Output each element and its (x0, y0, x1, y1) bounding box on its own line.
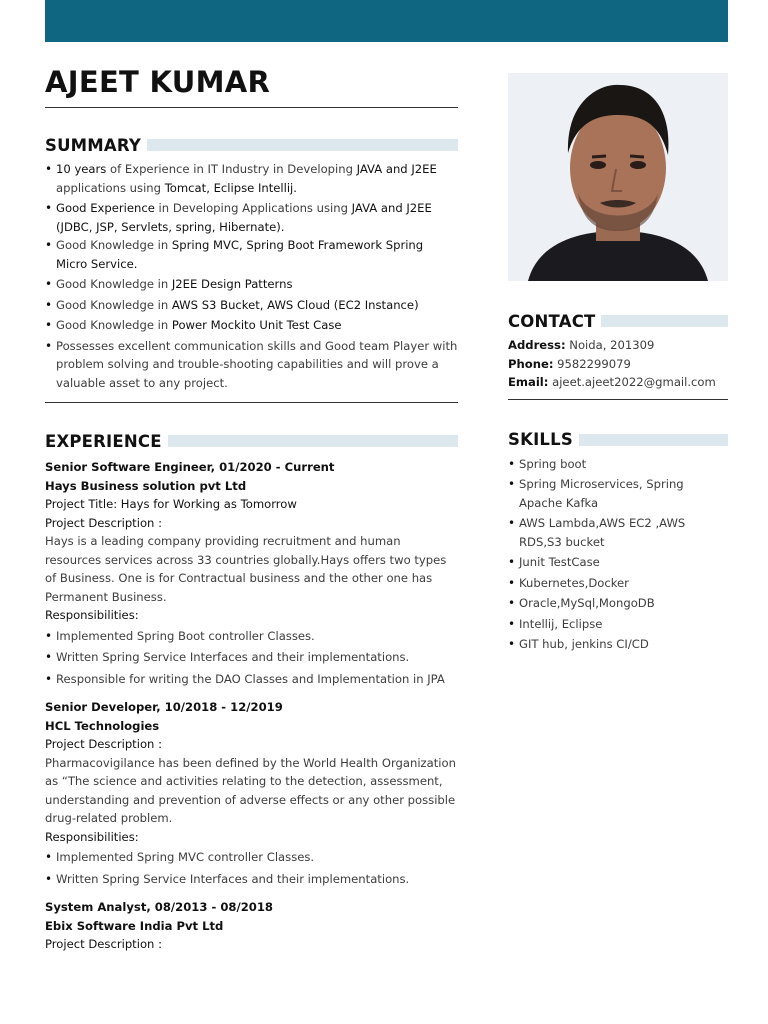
job-project-title: Project Title: Hays for Working as Tomorrow (45, 497, 297, 511)
skills-heading (508, 429, 728, 451)
contact-details (508, 336, 728, 392)
job-desc-label: Project Description : (45, 515, 162, 530)
job-dates: , 01/2020 - Current (210, 460, 335, 474)
summary-text: applications using (56, 180, 165, 195)
job-description: Pharmacovigilance has been defined by the World Health Organization as “The science and activities relating to the detection, assessment, understanding and prevention of adverse effects or any other possible drug-related problem. (45, 755, 456, 825)
divider (45, 402, 458, 403)
email-value: ajeet.ajeet2022@gmail.com (552, 375, 716, 389)
section-accent-bar (147, 139, 458, 151)
header-color-bar (45, 0, 728, 42)
address-label: Address: (508, 338, 566, 352)
skill-item: • GIT hub, jenkins CI/CD (508, 635, 728, 654)
job-role: System Analyst (45, 900, 147, 914)
summary-emphasis-text: J2EE Design Patterns (171, 277, 293, 291)
job-dates: , 10/2018 - 12/2019 (156, 700, 283, 714)
summary-item (45, 275, 458, 294)
phone-value: 9582299079 (557, 356, 631, 371)
person-photo-icon (508, 73, 728, 281)
responsibility-item: • Written Spring Service Interfaces and their implementations. (45, 648, 458, 667)
summary-emphasis-text: Power Mockito Unit Test Case (171, 318, 342, 332)
job-dates: , 08/2013 - 08/2018 (146, 900, 273, 914)
experience-title: EXPERIENCE (45, 431, 162, 451)
job-company: Ebix Software India Pvt Ltd (45, 918, 224, 933)
summary-text: Possesses excellent communication skills and Good team Player with problem solving and trouble-shooting capabilities and will prove a valuable asset to any project. (56, 338, 458, 390)
skill-item: • Oracle,MySql,MongoDB (508, 594, 728, 613)
job-responsibilities (45, 627, 458, 689)
summary-emphasis-text: Good Experience (56, 201, 155, 215)
phone-label: Phone: (508, 356, 554, 371)
job-company: HCL Technologies (45, 718, 160, 733)
skills-title: SKILLS (508, 430, 573, 449)
summary-item (45, 337, 458, 393)
summary-list (45, 160, 458, 392)
responsibility-item: • Implemented Spring MVC controller Classes. (45, 848, 458, 867)
summary-text: Good Knowledge in (56, 318, 172, 332)
responsibility-item: • Implemented Spring Boot controller Classes. (45, 627, 458, 646)
email-label: Email: (508, 375, 549, 389)
summary-item (45, 316, 458, 335)
job-resp-label: Responsibilities: (45, 829, 139, 844)
summary-item (45, 296, 458, 315)
skill-item: • Kubernetes,Docker (508, 574, 728, 593)
job-role: Senior Software Engineer (45, 460, 211, 474)
section-accent-bar (601, 315, 728, 327)
summary-heading (45, 134, 458, 156)
section-accent-bar (168, 435, 458, 447)
job-responsibilities (45, 848, 458, 888)
job-description: Hays is a leading company providing recruitment and human resources services across 33 countries globally.Hays offers two types of Business. One is for Contractual business and the other one has Permanent Business. (45, 534, 447, 604)
summary-title: SUMMARY (45, 135, 142, 155)
skills-list (508, 455, 728, 654)
summary-text: of Experience in IT Industry in Developing (106, 162, 357, 176)
summary-emphasis-text: 10 years (56, 162, 107, 176)
job-role: Senior Developer (45, 700, 157, 714)
responsibility-item: • Responsible for writing the DAO Classes and Implementation in JPA (45, 670, 458, 689)
job-desc-label: Project Description : (45, 737, 162, 751)
summary-emphasis-text: Spring MVC, Spring Boot Framework Spring Micro Service. (56, 238, 424, 271)
job-desc-label: Project Description : (45, 937, 162, 951)
summary-text: in Developing Applications using (154, 201, 352, 215)
summary-text: Good Knowledge in (56, 277, 172, 291)
skill-item: • Junit TestCase (508, 553, 728, 572)
skill-item: • AWS Lambda,AWS EC2 ,AWS RDS,S3 bucket (508, 514, 728, 551)
summary-emphasis-text: JAVA and J2EE (JDBC, JSP, Servlets, spring, Hibernate). (56, 201, 432, 234)
profile-photo (508, 73, 728, 281)
contact-heading (508, 310, 728, 332)
responsibility-item: • Written Spring Service Interfaces and their implementations. (45, 870, 458, 889)
job-entry (45, 698, 458, 888)
summary-emphasis-text: Tomcat, Eclipse Intellij. (164, 180, 297, 195)
divider (508, 399, 728, 400)
job-entry (45, 458, 458, 688)
job-company: Hays Business solution pvt Ltd (45, 478, 247, 493)
summary-text: Good Knowledge in (56, 297, 172, 312)
main-column (45, 62, 458, 954)
job-entry (45, 898, 458, 954)
address-value: Noida, 201309 (569, 338, 655, 352)
summary-emphasis-text: JAVA and J2EE (356, 162, 437, 176)
section-accent-bar (579, 434, 728, 446)
skill-item: • Spring Microservices, Spring Apache Kafka (508, 475, 728, 512)
experience-heading (45, 430, 458, 452)
summary-emphasis-text: AWS S3 Bucket, AWS Cloud (EC2 Instance) (171, 297, 419, 312)
side-column (508, 73, 728, 654)
divider (45, 107, 458, 108)
skill-item: • Intellij, Eclipse (508, 615, 728, 634)
job-resp-label: Responsibilities: (45, 608, 139, 622)
summary-item (45, 199, 458, 236)
candidate-name: AJEET KUMAR (45, 65, 271, 99)
summary-item (45, 160, 458, 197)
summary-text: Good Knowledge in (56, 238, 172, 252)
contact-title: CONTACT (508, 311, 596, 331)
summary-item (45, 236, 458, 273)
skill-item: • Spring boot (508, 455, 728, 474)
